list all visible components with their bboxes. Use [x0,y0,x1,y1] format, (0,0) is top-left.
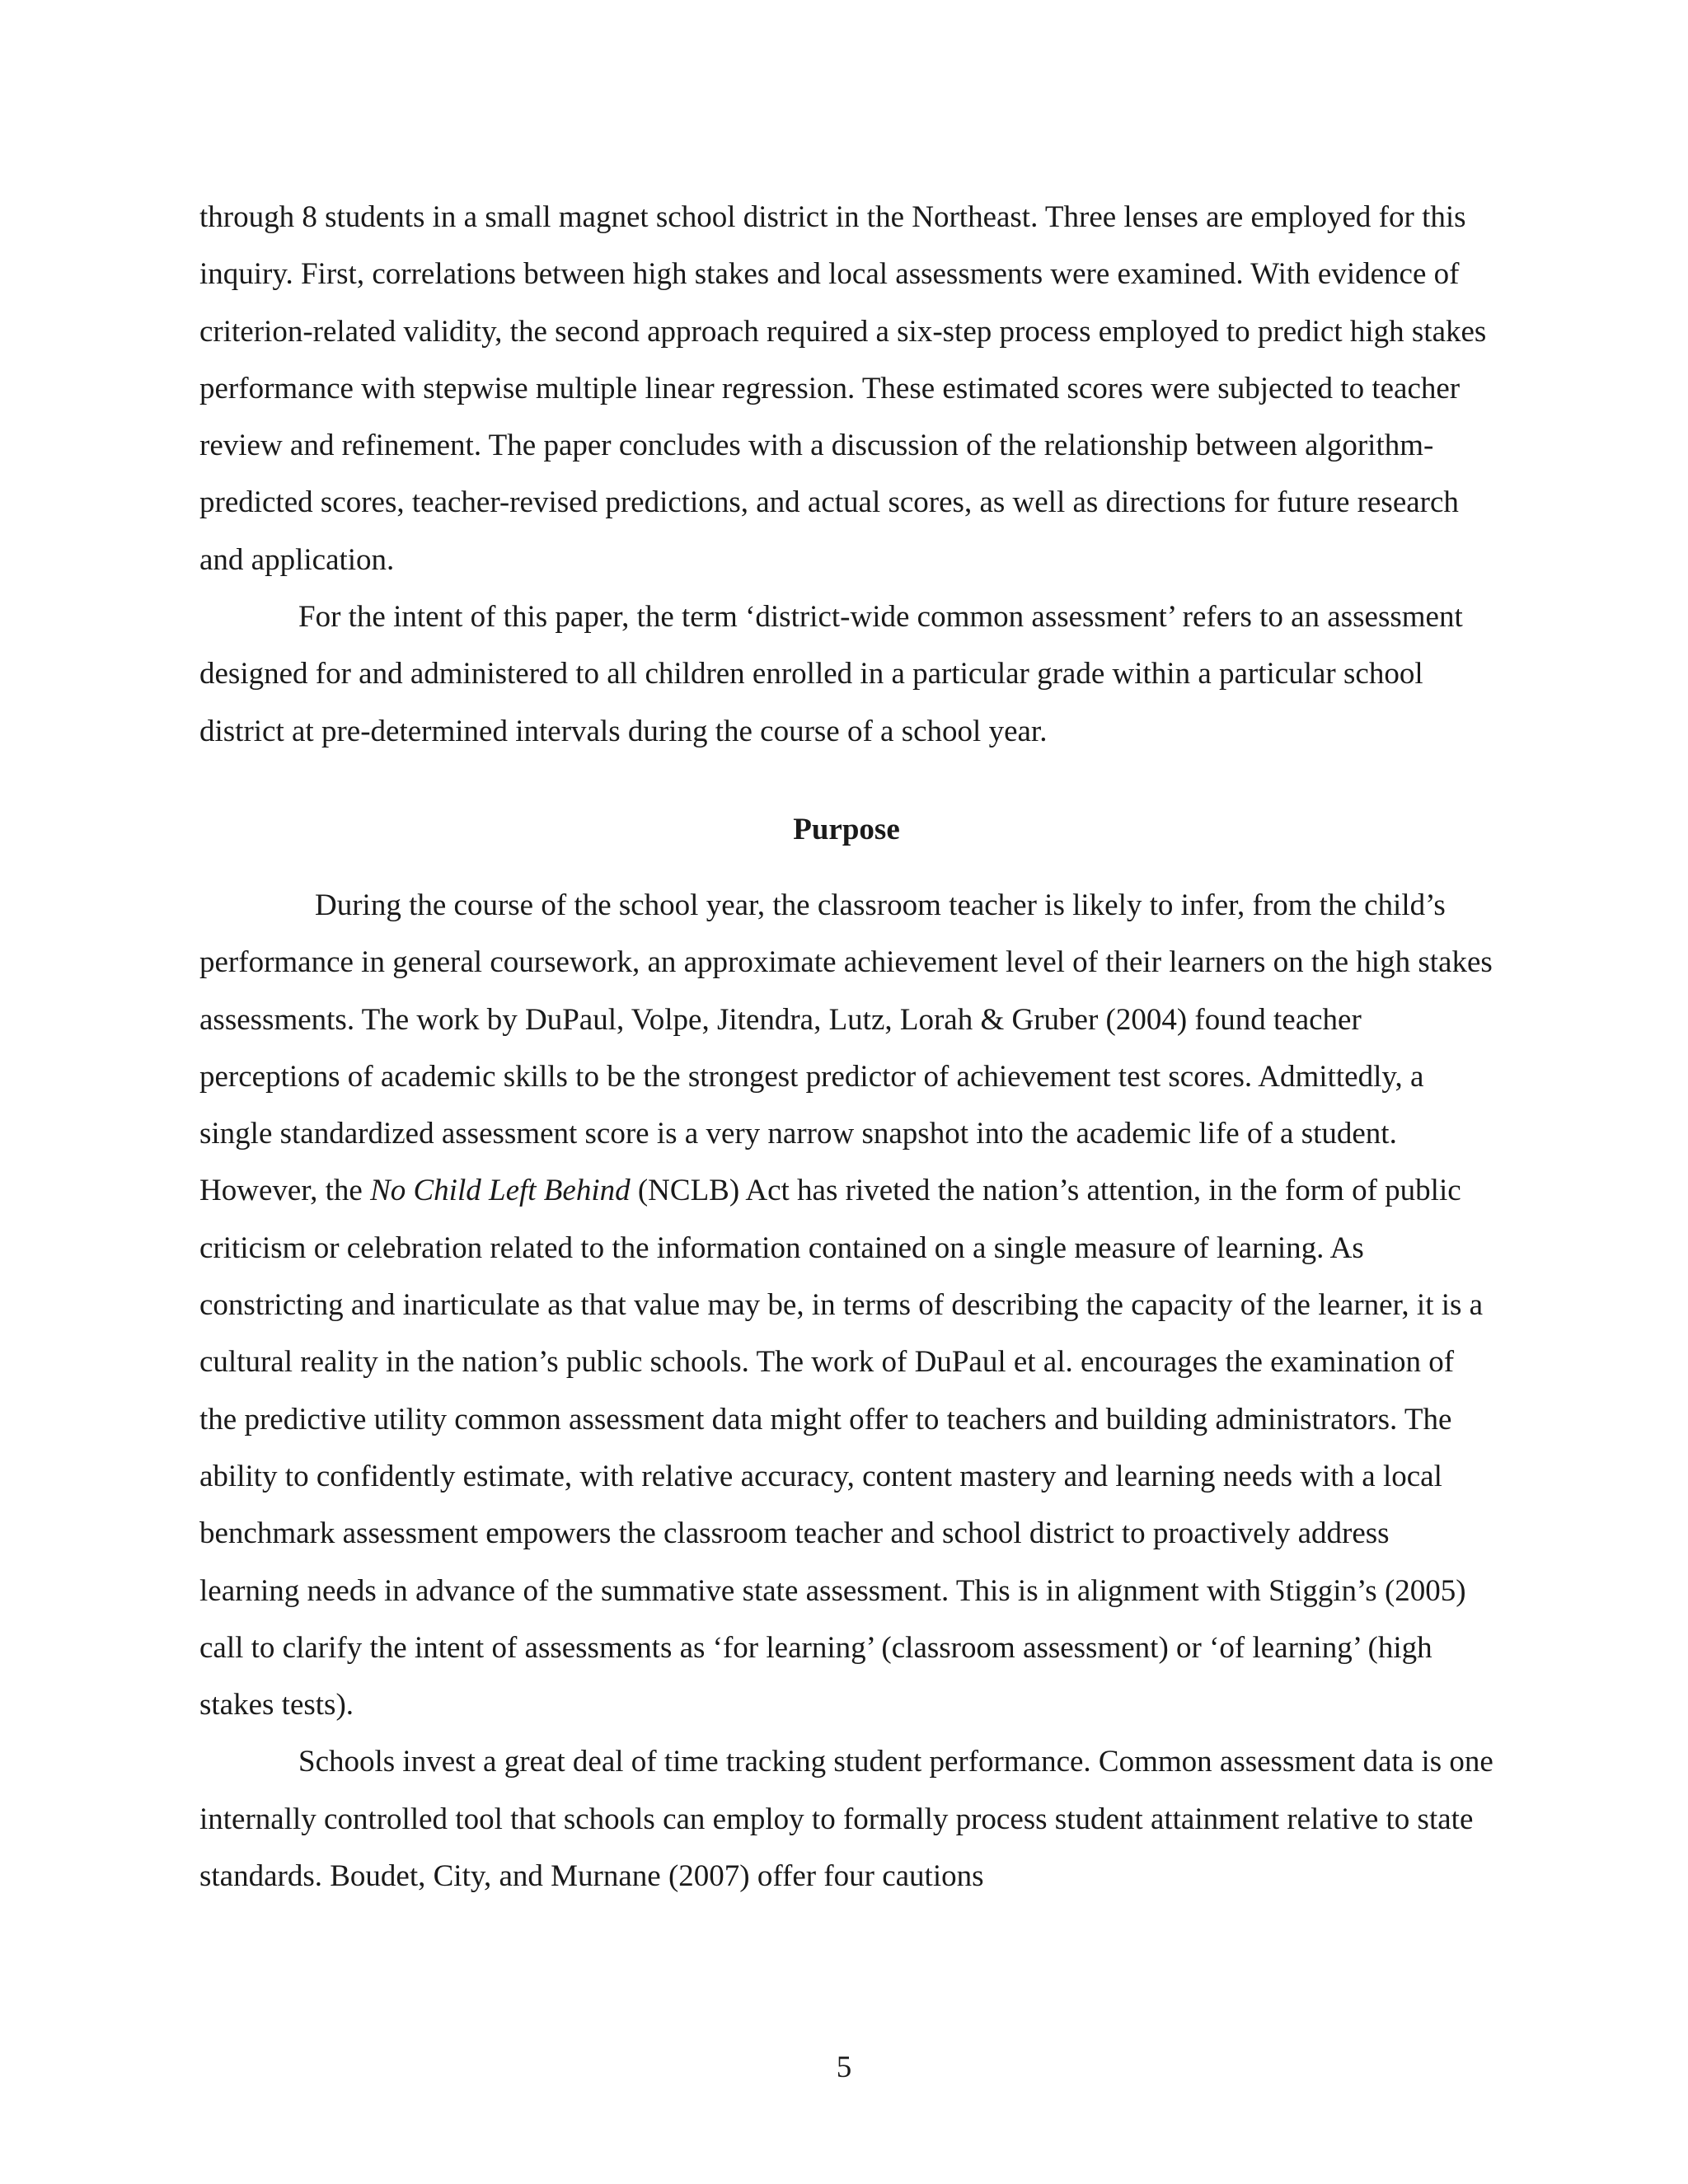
purpose-text-part2: (NCLB) Act has riveted the nation’s attention, in the form of public criticism or celebration related to the information contained on a single measure of learning. As constricting and inarticulate as that value may be, in terms of describing the capacity of the learner, it is a cultural reality in the nation’s public schools. The work of DuPaul et al. encourages the examination of the predictive utility common assessment data might offer to teachers and building administrators. The ability to confidently estimate, with relative accuracy, content mastery and learning needs with a local benchmark assessment empowers the classroom teacher and school district to proactively address learning needs in advance of the summative state assessment. This is in alignment with Stiggin’s (2005) call to clarify the intent of assessments as ‘for learning’ (classroom assessment) or ‘of learning’ (high stakes tests). [199,1174,1484,1722]
page-number: 5 [836,2050,852,2084]
purpose-text-part1: During the course of the school year, the classroom teacher is likely to infer, from the child’s performance in general coursework, an approximate achievement level of their learners on the high stakes assessments. The work by DuPaul, Volpe, Jitendra, Lutz, Lorah & Gruber (2004) found teacher perceptions of academic skills to be the strongest predictor of achievement test scores. Admittedly, a single standardized assessment score is a very narrow snapshot into the academic life of a student. However, the [199,888,1493,1208]
section-heading-purpose: Purpose [793,813,900,846]
purpose-text-italic-title: No Child Left Behind [370,1174,631,1208]
paragraph-definition: For the intent of this paper, the term ‘district-wide common assessment’ refers to an assessment designed for and administered to all children enrolled in a particular grade within a particular school district at pre-determined intervals during the course of a school year. [199,600,1463,748]
paragraph-tracking: Schools invest a great deal of time tracking student performance. Common assessment data is one internally controlled tool that schools can employ to formally process student attainment relative to state standards. Boudet, City, and Murnane (2007) offer four cautions [199,1745,1493,1894]
paragraph-methods-summary: through 8 students in a small magnet school district in the Northeast. Three lenses are employed for this inquiry. First, correlations between high stakes and local assessments were examined. With evidence of criterion-related validity, the second approach required a six-step process employed to predict high stakes performance with stepwise multiple linear regression. These estimated scores were subjected to teacher review and refinement. The paper concludes with a discussion of the relationship between algorithm-predicted scores, teacher-revised predictions, and actual scores, as well as directions for future research and application. [199,200,1487,577]
intro-section [199,189,1493,760]
paragraph-purpose [199,877,1493,1733]
purpose-section [199,877,1493,1905]
